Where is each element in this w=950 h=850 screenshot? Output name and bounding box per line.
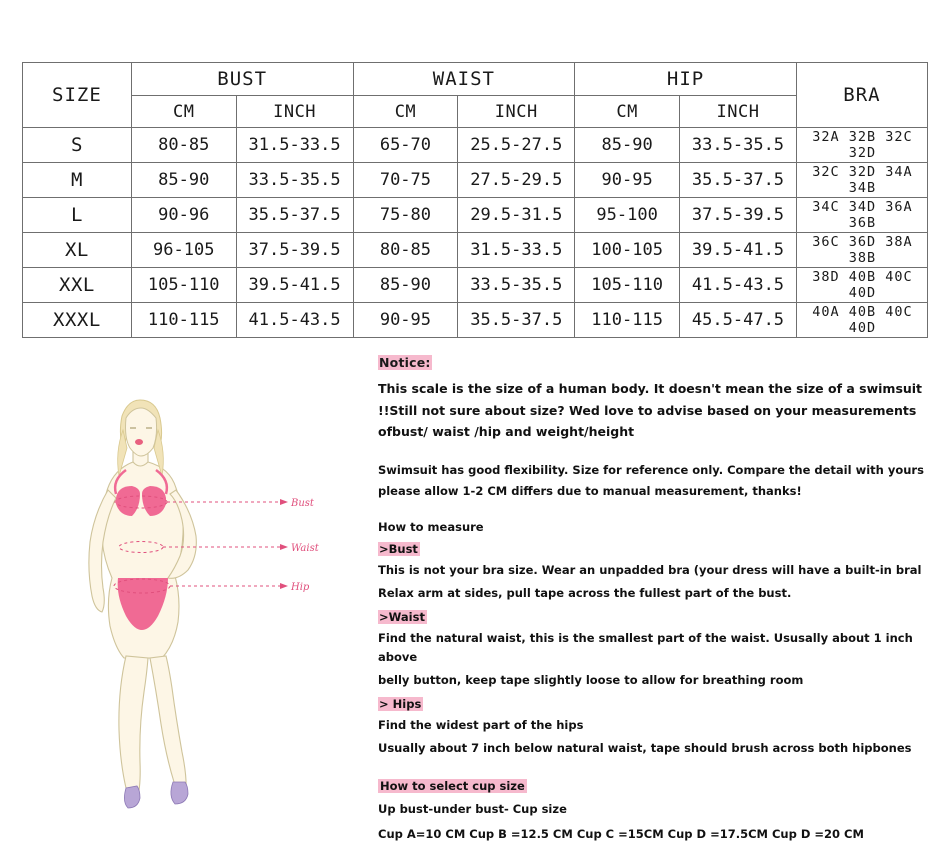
cell-bust-cm: 96-105 [131, 233, 236, 268]
header-waist-inch: INCH [458, 96, 575, 128]
cell-bust-inch: 33.5-35.5 [236, 163, 353, 198]
header-bust: BUST [131, 63, 353, 96]
header-size: SIZE [23, 63, 132, 128]
measurement-figure [40, 390, 360, 830]
header-hip-cm: CM [575, 96, 680, 128]
bust-callout-label: Bust [291, 498, 314, 509]
cell-waist-cm: 75-80 [353, 198, 458, 233]
cell-waist-inch: 27.5-29.5 [458, 163, 575, 198]
notice-flexibility: Swimsuit has good flexibility. Size for reference only. Compare the detail with yours please allow 1-2 CM differs due to manual measurement, thanks! [378, 462, 924, 498]
cell-hip-cm: 90-95 [575, 163, 680, 198]
bust-heading: >Bust [379, 542, 418, 557]
cell-waist-inch: 25.5-27.5 [458, 128, 575, 163]
cell-waist-cm: 80-85 [353, 233, 458, 268]
cell-hip-inch: 45.5-47.5 [680, 303, 797, 338]
cell-bust-cm: 110-115 [131, 303, 236, 338]
header-bust-cm: CM [131, 96, 236, 128]
how-to-measure-heading: How to measure [378, 520, 484, 535]
hips-text-1: Find the widest part of the hips [378, 718, 584, 733]
table-row [23, 268, 928, 303]
cell-hip-inch: 41.5-43.5 [680, 268, 797, 303]
table-row [23, 163, 928, 198]
table-row [23, 128, 928, 163]
cell-hip-inch: 37.5-39.5 [680, 198, 797, 233]
size-chart-table-wrapper [22, 62, 928, 338]
cell-hip-cm: 100-105 [575, 233, 680, 268]
header-waist: WAIST [353, 63, 575, 96]
waist-callout-label: Waist [291, 543, 319, 554]
header-hip-inch: INCH [680, 96, 797, 128]
table-header-row-groups [23, 63, 928, 96]
cell-hip-inch: 39.5-41.5 [680, 233, 797, 268]
face [126, 408, 157, 456]
cell-size: S [23, 128, 132, 163]
waist-text-2: belly button, keep tape slightly loose to allow for breathing room [378, 672, 804, 687]
cell-size: XXL [23, 268, 132, 303]
cell-bust-inch: 31.5-33.5 [236, 128, 353, 163]
cell-bust-inch: 39.5-41.5 [236, 268, 353, 303]
cup-text-1: Up bust-under bust- Cup size [378, 802, 567, 817]
cell-size: XXXL [23, 303, 132, 338]
bust-text-1: This is not your bra size. Wear an unpadded bra (your dress will have a built-in bral [378, 563, 922, 578]
hips-heading: > Hips [379, 697, 422, 712]
cell-bust-inch: 35.5-37.5 [236, 198, 353, 233]
cell-waist-cm: 65-70 [353, 128, 458, 163]
cell-waist-inch: 31.5-33.5 [458, 233, 575, 268]
cell-size: M [23, 163, 132, 198]
cell-bra: 34C 34D 36A 36B [796, 198, 927, 233]
header-bust-inch: INCH [236, 96, 353, 128]
waist-text-1: Find the natural waist, this is the smallest part of the waist. Ususally about 1 inch above [378, 631, 913, 664]
cell-size: L [23, 198, 132, 233]
measure-arrowheads [280, 499, 288, 589]
cell-hip-inch: 33.5-35.5 [680, 128, 797, 163]
cell-hip-cm: 95-100 [575, 198, 680, 233]
cell-waist-cm: 70-75 [353, 163, 458, 198]
cell-bra: 40A 40B 40C 40D [796, 303, 927, 338]
hips-text-2: Usually about 7 inch below natural waist, tape should brush across both hipbones [378, 740, 912, 755]
cell-waist-cm: 85-90 [353, 268, 458, 303]
header-hip: HIP [575, 63, 797, 96]
cell-hip-inch: 35.5-37.5 [680, 163, 797, 198]
cup-text-2: Cup A=10 CM Cup B =12.5 CM Cup C =15CM Cup D =17.5CM Cup D =20 CM [378, 826, 864, 841]
cell-hip-cm: 105-110 [575, 268, 680, 303]
cell-bust-inch: 41.5-43.5 [236, 303, 353, 338]
table-header-row-units [23, 96, 928, 128]
table-row [23, 198, 928, 233]
header-waist-cm: CM [353, 96, 458, 128]
cell-bra: 32C 32D 34A 34B [796, 163, 927, 198]
cell-bust-cm: 80-85 [131, 128, 236, 163]
waist-heading: >Waist [379, 610, 425, 625]
table-row [23, 233, 928, 268]
cell-waist-inch: 29.5-31.5 [458, 198, 575, 233]
notice-title: Notice: [379, 355, 431, 370]
size-chart-table [22, 62, 928, 338]
cell-bra: 36C 36D 38A 38B [796, 233, 927, 268]
notice-lead: This scale is the size of a human body. It doesn't mean the size of a swimsuit !!Still not sure about size? Wed love to advise based on your measurements ofbust/ waist /hip and weight/height [378, 381, 923, 439]
cell-bust-inch: 37.5-39.5 [236, 233, 353, 268]
female-body-diagram [40, 390, 360, 830]
cell-waist-inch: 35.5-37.5 [458, 303, 575, 338]
cell-bra: 32A 32B 32C 32D [796, 128, 927, 163]
cell-hip-cm: 110-115 [575, 303, 680, 338]
hip-callout-label: Hip [291, 582, 310, 593]
header-bra: BRA [796, 63, 927, 128]
bust-text-2: Relax arm at sides, pull tape across the fullest part of the bust. [378, 585, 792, 600]
cup-size-heading: How to select cup size [380, 779, 525, 794]
cell-bra: 38D 40B 40C 40D [796, 268, 927, 303]
cell-bust-cm: 105-110 [131, 268, 236, 303]
cell-bust-cm: 90-96 [131, 198, 236, 233]
cell-waist-cm: 90-95 [353, 303, 458, 338]
cell-waist-inch: 33.5-35.5 [458, 268, 575, 303]
cell-size: XL [23, 233, 132, 268]
cell-hip-cm: 85-90 [575, 128, 680, 163]
cell-bust-cm: 85-90 [131, 163, 236, 198]
notice-panel [378, 352, 934, 843]
table-row [23, 303, 928, 338]
